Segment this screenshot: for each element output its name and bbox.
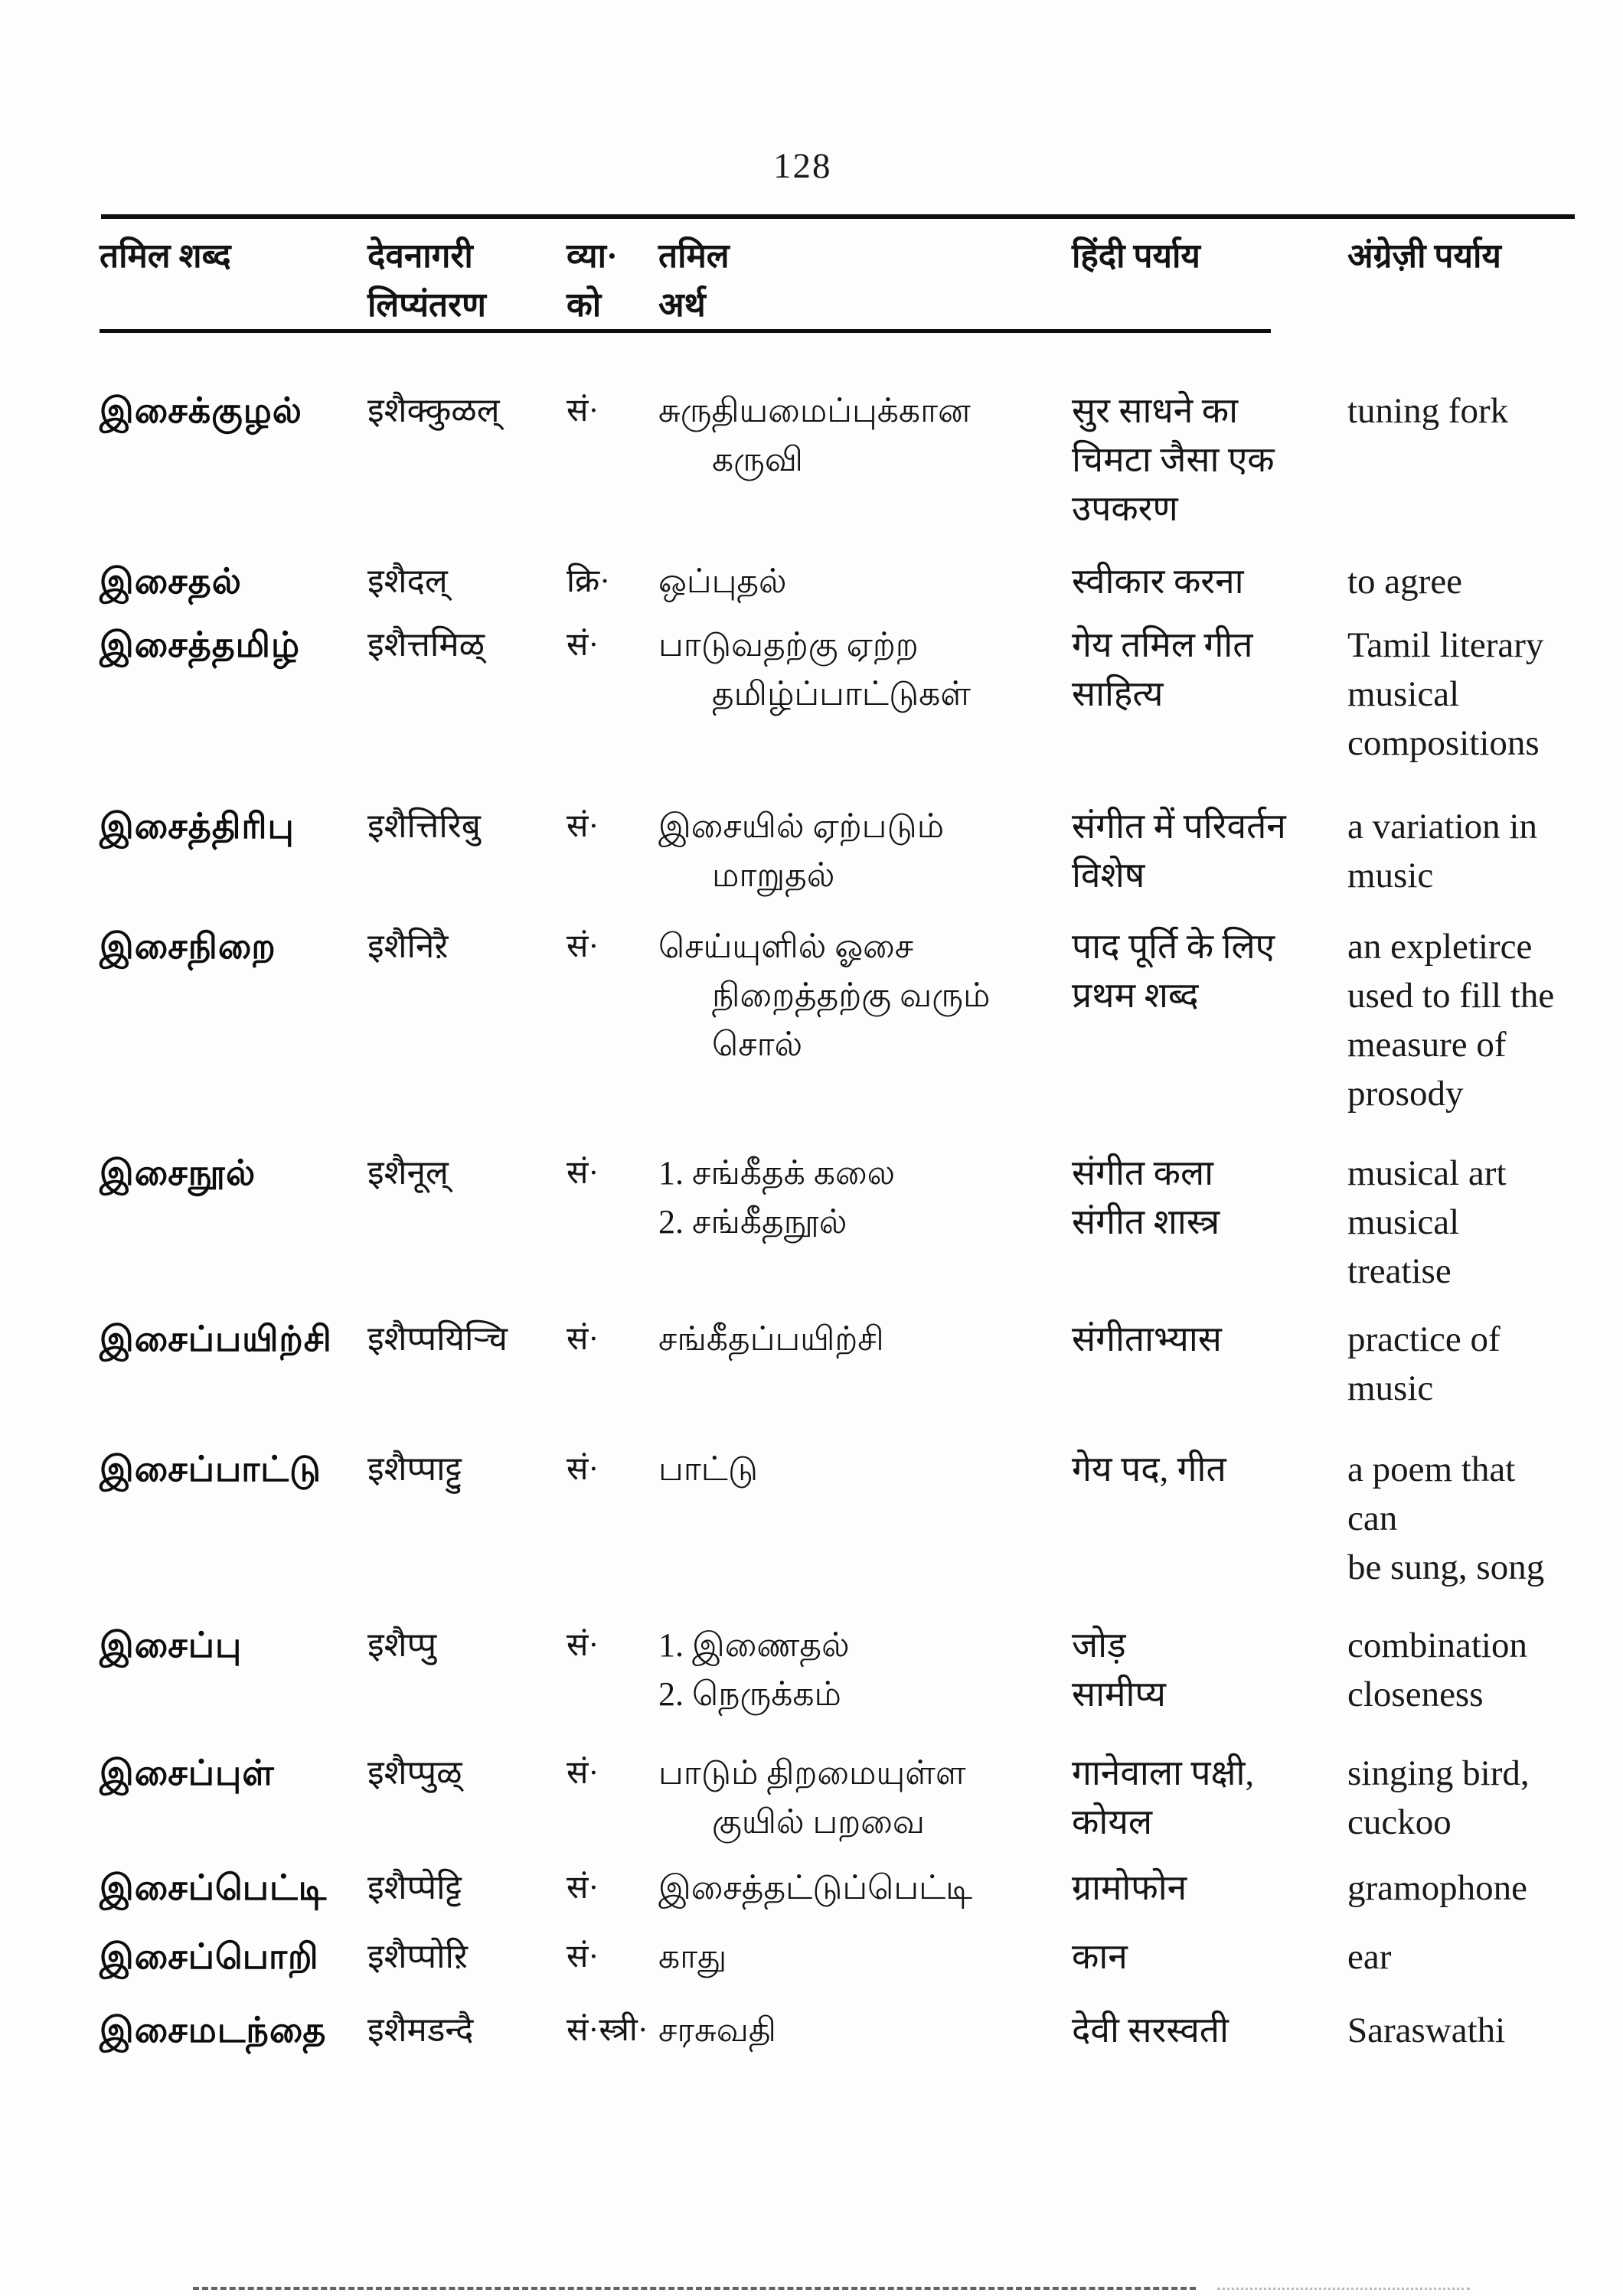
tamil-word	[100, 1864, 367, 1913]
english-equivalent-line: a poem that	[1347, 1450, 1516, 1489]
hindi-equivalent-line: सामीप्य	[1072, 1675, 1166, 1714]
english-equivalent-line: musical	[1347, 1202, 1460, 1242]
tamil-meaning	[658, 1445, 1072, 1592]
hindi-equivalent	[1072, 1864, 1347, 1913]
tamil-word	[100, 1621, 367, 1719]
tamil-meaning-line: நிறைத்தற்கு வரும்	[712, 977, 991, 1014]
devanagari-transliteration	[367, 1749, 567, 1847]
devanagari-transliteration-line: इशैप्पयिऱ्चि	[367, 1320, 508, 1358]
english-equivalent-line: musical	[1347, 674, 1460, 714]
tamil-meaning-line: தமிழ்ப்பாட்டுகள்	[712, 675, 971, 713]
header-rule	[100, 329, 1271, 333]
header-hindi: हिंदी पर्याय	[1072, 237, 1200, 275]
grammar-category	[567, 386, 658, 533]
english-equivalent	[1347, 1932, 1600, 1981]
tamil-meaning-line: சொல்	[712, 1026, 803, 1063]
grammar-category	[567, 802, 658, 900]
english-equivalent-line: an expletirce	[1347, 927, 1533, 967]
table-row	[100, 1149, 1608, 1296]
table-row	[100, 1749, 1608, 1847]
tamil-meaning-line: 1. சங்கீதக் கலை	[658, 1154, 896, 1192]
tamil-meaning	[658, 1149, 1072, 1296]
devanagari-transliteration-line: इशैप्पोऱि	[367, 1938, 468, 1975]
devanagari-transliteration-line: इशैप्पुळ्	[367, 1754, 462, 1792]
english-equivalent	[1347, 1445, 1600, 1592]
hindi-equivalent	[1072, 1315, 1347, 1413]
english-equivalent	[1347, 1149, 1600, 1296]
hindi-equivalent	[1072, 1932, 1347, 1981]
grammar-category	[567, 922, 658, 1118]
grammar-category-line: सं·	[567, 1756, 599, 1791]
devanagari-transliteration-line: इशैत्तमिळ्	[367, 626, 485, 664]
tamil-meaning-line: பாட்டு	[658, 1450, 759, 1488]
tamil-meaning	[658, 1749, 1072, 1847]
english-equivalent	[1347, 2006, 1600, 2055]
english-equivalent-line: gramophone	[1347, 1868, 1527, 1908]
english-equivalent	[1347, 802, 1600, 900]
hindi-equivalent	[1072, 621, 1347, 768]
english-equivalent-line: closeness	[1347, 1675, 1484, 1714]
grammar-category	[567, 1445, 658, 1592]
english-equivalent	[1347, 386, 1600, 533]
hindi-equivalent-line: ग्रामोफोन	[1072, 1868, 1187, 1907]
grammar-category	[567, 1315, 658, 1413]
english-equivalent-line: ear	[1347, 1937, 1392, 1977]
grammar-category-line: सं·	[567, 628, 599, 663]
hindi-equivalent-line: उपकरण	[1072, 489, 1178, 528]
tamil-word	[100, 1932, 367, 1981]
page-number: 128	[773, 146, 832, 186]
scan-artifact-line-2	[1217, 2288, 1470, 2290]
tamil-meaning-line: 1. இணைதல்	[658, 1626, 850, 1664]
devanagari-transliteration	[367, 1932, 567, 1981]
tamil-meaning-line: இசையில் ஏற்படும்	[658, 807, 945, 845]
hindi-equivalent-line: साहित्य	[1072, 674, 1164, 713]
tamil-meaning-line: மாறுதல்	[712, 856, 835, 894]
hindi-equivalent	[1072, 1149, 1347, 1296]
grammar-category	[567, 1749, 658, 1847]
hindi-equivalent-line: संगीत शास्त्र	[1072, 1202, 1220, 1241]
hindi-equivalent-line: स्वीकार करना	[1072, 562, 1244, 601]
hindi-equivalent-line: संगीत कला	[1072, 1153, 1214, 1192]
devanagari-transliteration-line: इशैदल्	[367, 563, 448, 600]
grammar-category-line: सं·	[567, 929, 599, 964]
english-equivalent-line: singing bird,	[1347, 1753, 1530, 1793]
tamil-meaning	[658, 1621, 1072, 1719]
hindi-equivalent-line: सुर साधने का	[1072, 391, 1238, 430]
devanagari-transliteration-line: इशैप्पाट्टु	[367, 1450, 462, 1488]
tamil-word	[100, 802, 367, 900]
english-equivalent-line: music	[1347, 1368, 1434, 1408]
english-equivalent	[1347, 1749, 1600, 1847]
tamil-word-line: இசைப்பெட்டி	[100, 1868, 328, 1907]
devanagari-transliteration-line: इशैप्पु	[367, 1626, 437, 1664]
devanagari-transliteration	[367, 1445, 567, 1592]
tamil-word	[100, 2006, 367, 2055]
tamil-word-line: இசைப்புள்	[100, 1753, 275, 1792]
grammar-category-line: क्रि·	[567, 564, 611, 599]
grammar-category	[567, 1621, 658, 1719]
table-row	[100, 922, 1608, 1118]
tamil-word	[100, 1749, 367, 1847]
tamil-word-line: இசைக்குழல்	[100, 391, 302, 430]
tamil-meaning-line: சரசுவதி	[658, 2011, 776, 2049]
grammar-category-line: सं·	[567, 1156, 599, 1191]
english-equivalent	[1347, 557, 1600, 606]
english-equivalent-line: Saraswathi	[1347, 2011, 1506, 2050]
tamil-word	[100, 1445, 367, 1592]
english-equivalent	[1347, 1315, 1600, 1413]
hindi-equivalent	[1072, 2006, 1347, 2055]
english-equivalent-line: measure of	[1347, 1025, 1507, 1065]
grammar-category	[567, 621, 658, 768]
english-equivalent-line: cuckoo	[1347, 1802, 1452, 1842]
tamil-word	[100, 557, 367, 606]
english-equivalent-line: Tamil literary	[1347, 625, 1544, 665]
english-equivalent-line: a variation in	[1347, 807, 1537, 846]
scan-artifact-line	[193, 2287, 1196, 2290]
english-equivalent	[1347, 621, 1600, 768]
hindi-equivalent	[1072, 557, 1347, 606]
grammar-category	[567, 557, 658, 606]
tamil-word	[100, 621, 367, 768]
table-row	[100, 1315, 1608, 1413]
top-rule	[101, 214, 1575, 219]
english-equivalent-line: be sung, song	[1347, 1548, 1545, 1587]
grammar-category	[567, 2006, 658, 2055]
tamil-word-line: இசைப்பயிற்சி	[100, 1319, 332, 1358]
devanagari-transliteration-line: इशैनूल्	[367, 1154, 449, 1192]
devanagari-transliteration-line: इशैक्कुळल्	[367, 392, 500, 429]
hindi-equivalent	[1072, 1749, 1347, 1847]
hindi-equivalent-line: गेय तमिल गीत	[1072, 625, 1253, 664]
devanagari-transliteration-line: इशैनिऱै	[367, 928, 449, 965]
tamil-word-line: இசைப்பொறி	[100, 1937, 319, 1976]
hindi-equivalent	[1072, 802, 1347, 900]
table-row	[100, 557, 1608, 606]
devanagari-transliteration	[367, 1621, 567, 1719]
tamil-meaning	[658, 621, 1072, 768]
tamil-meaning-line: கருவி	[712, 441, 803, 478]
english-equivalent-line: can	[1347, 1499, 1398, 1538]
english-equivalent-line: musical art	[1347, 1153, 1507, 1193]
hindi-equivalent-line: गेय पद, गीत	[1072, 1450, 1226, 1489]
hindi-equivalent-line: संगीताभ्यास	[1072, 1319, 1222, 1358]
tamil-meaning-line: செய்யுளில் ஓசை	[658, 928, 914, 965]
grammar-category-line: सं·स्त्री·	[567, 2013, 648, 2048]
tamil-word-line: இசைத்திரிபு	[100, 807, 295, 846]
grammar-category-line: सं·	[567, 1939, 599, 1975]
devanagari-transliteration	[367, 621, 567, 768]
devanagari-transliteration	[367, 2006, 567, 2055]
hindi-equivalent	[1072, 922, 1347, 1118]
english-equivalent-line: compositions	[1347, 723, 1540, 763]
english-equivalent-line: treatise	[1347, 1251, 1452, 1291]
tamil-word-line: இசைத்தமிழ்	[100, 625, 300, 664]
tamil-meaning-line: இசைத்தட்டுப்பெட்டி	[658, 1869, 973, 1906]
hindi-equivalent-line: देवी सरस्वती	[1072, 2011, 1229, 2050]
hindi-equivalent-line: संगीत में परिवर्तन	[1072, 807, 1286, 846]
tamil-meaning	[658, 802, 1072, 900]
grammar-category-line: सं·	[567, 1628, 599, 1663]
table-row	[100, 386, 1608, 533]
tamil-meaning	[658, 557, 1072, 606]
devanagari-transliteration	[367, 557, 567, 606]
tamil-meaning-line: சங்கீதப்பயிற்சி	[658, 1320, 884, 1358]
tamil-word-line: இசைப்பாட்டு	[100, 1450, 322, 1489]
grammar-category	[567, 1932, 658, 1981]
tamil-meaning-line: சுருதியமைப்புக்கான	[658, 392, 971, 429]
hindi-equivalent-line: कोयल	[1072, 1802, 1153, 1841]
devanagari-transliteration-line: इशैमडन्दै	[367, 2011, 474, 2049]
tamil-meaning-line: குயில் பறவை	[712, 1803, 925, 1841]
hindi-equivalent	[1072, 1621, 1347, 1719]
devanagari-transliteration	[367, 922, 567, 1118]
table-row	[100, 1932, 1608, 1981]
table-row	[100, 1621, 1608, 1719]
tamil-word	[100, 922, 367, 1118]
hindi-equivalent-line: चिमटा जैसा एक	[1072, 440, 1275, 479]
grammar-category-line: सं·	[567, 393, 599, 429]
tamil-meaning	[658, 922, 1072, 1118]
hindi-equivalent-line: कान	[1072, 1937, 1128, 1976]
tamil-meaning-line: பாடுவதற்கு ஏற்ற	[658, 626, 919, 664]
grammar-category	[567, 1864, 658, 1913]
english-equivalent-line: combination	[1347, 1626, 1527, 1665]
table-row	[100, 802, 1608, 900]
devanagari-transliteration	[367, 1864, 567, 1913]
table-row	[100, 1445, 1608, 1592]
tamil-meaning	[658, 386, 1072, 533]
hindi-equivalent-line: जोड़	[1072, 1626, 1126, 1665]
english-equivalent-line: to agree	[1347, 562, 1463, 602]
devanagari-transliteration-line: इशैप्पेट्टि	[367, 1869, 462, 1906]
header-tamil-meaning: तमिल अर्थ	[658, 237, 730, 324]
hindi-equivalent-line: विशेष	[1072, 856, 1145, 895]
tamil-meaning	[658, 1864, 1072, 1913]
hindi-equivalent	[1072, 386, 1347, 533]
tamil-meaning-line: ஒப்புதல்	[658, 563, 787, 600]
hindi-equivalent-line: पाद पूर्ति के लिए	[1072, 927, 1275, 966]
header-transliteration: देवनागरी लिप्यंतरण	[367, 237, 486, 324]
tamil-word-line: இசைநிறை	[100, 927, 276, 966]
tamil-meaning-line: காது	[658, 1938, 727, 1975]
grammar-category-line: सं·	[567, 809, 599, 844]
grammar-category-line: सं·	[567, 1452, 599, 1487]
table-row	[100, 1864, 1608, 1913]
english-equivalent	[1347, 1864, 1600, 1913]
tamil-meaning-line: 2. சங்கீதநூல்	[658, 1203, 847, 1241]
tamil-meaning-line: 2. நெருக்கம்	[658, 1675, 841, 1713]
tamil-meaning	[658, 2006, 1072, 2055]
hindi-equivalent-line: प्रथम शब्द	[1072, 976, 1199, 1015]
table-row	[100, 2006, 1608, 2055]
tamil-word-line: இசைநூல்	[100, 1153, 256, 1192]
tamil-word	[100, 1315, 367, 1413]
hindi-equivalent	[1072, 1445, 1347, 1592]
table-row	[100, 621, 1608, 768]
devanagari-transliteration	[367, 1149, 567, 1296]
tamil-meaning	[658, 1932, 1072, 1981]
devanagari-transliteration	[367, 386, 567, 533]
header-grammar: व्या· को	[567, 237, 618, 324]
english-equivalent	[1347, 922, 1600, 1118]
english-equivalent-line: music	[1347, 856, 1434, 895]
header-tamil-word: तमिल शब्द	[100, 237, 231, 275]
hindi-equivalent-line: गानेवाला पक्षी,	[1072, 1753, 1254, 1792]
tamil-word	[100, 1149, 367, 1296]
english-equivalent	[1347, 1621, 1600, 1719]
tamil-word	[100, 386, 367, 533]
devanagari-transliteration-line: इशैत्तिरिबु	[367, 807, 481, 845]
table-header	[100, 232, 1600, 330]
grammar-category-line: सं·	[567, 1870, 599, 1906]
grammar-category	[567, 1149, 658, 1296]
header-english: अंग्रेज़ी पर्याय	[1347, 237, 1501, 275]
tamil-meaning	[658, 1315, 1072, 1413]
tamil-meaning-line: பாடும் திறமையுள்ள	[658, 1754, 966, 1792]
tamil-word-line: இசைப்பு	[100, 1626, 243, 1665]
english-equivalent-line: tuning fork	[1347, 391, 1509, 431]
devanagari-transliteration	[367, 802, 567, 900]
tamil-word-line: இசைமடந்தை	[100, 2011, 327, 2050]
tamil-word-line: இசைதல்	[100, 562, 242, 601]
english-equivalent-line: prosody	[1347, 1074, 1464, 1114]
english-equivalent-line: practice of	[1347, 1319, 1501, 1359]
devanagari-transliteration	[367, 1315, 567, 1413]
english-equivalent-line: used to fill the	[1347, 976, 1555, 1016]
grammar-category-line: सं·	[567, 1322, 599, 1357]
